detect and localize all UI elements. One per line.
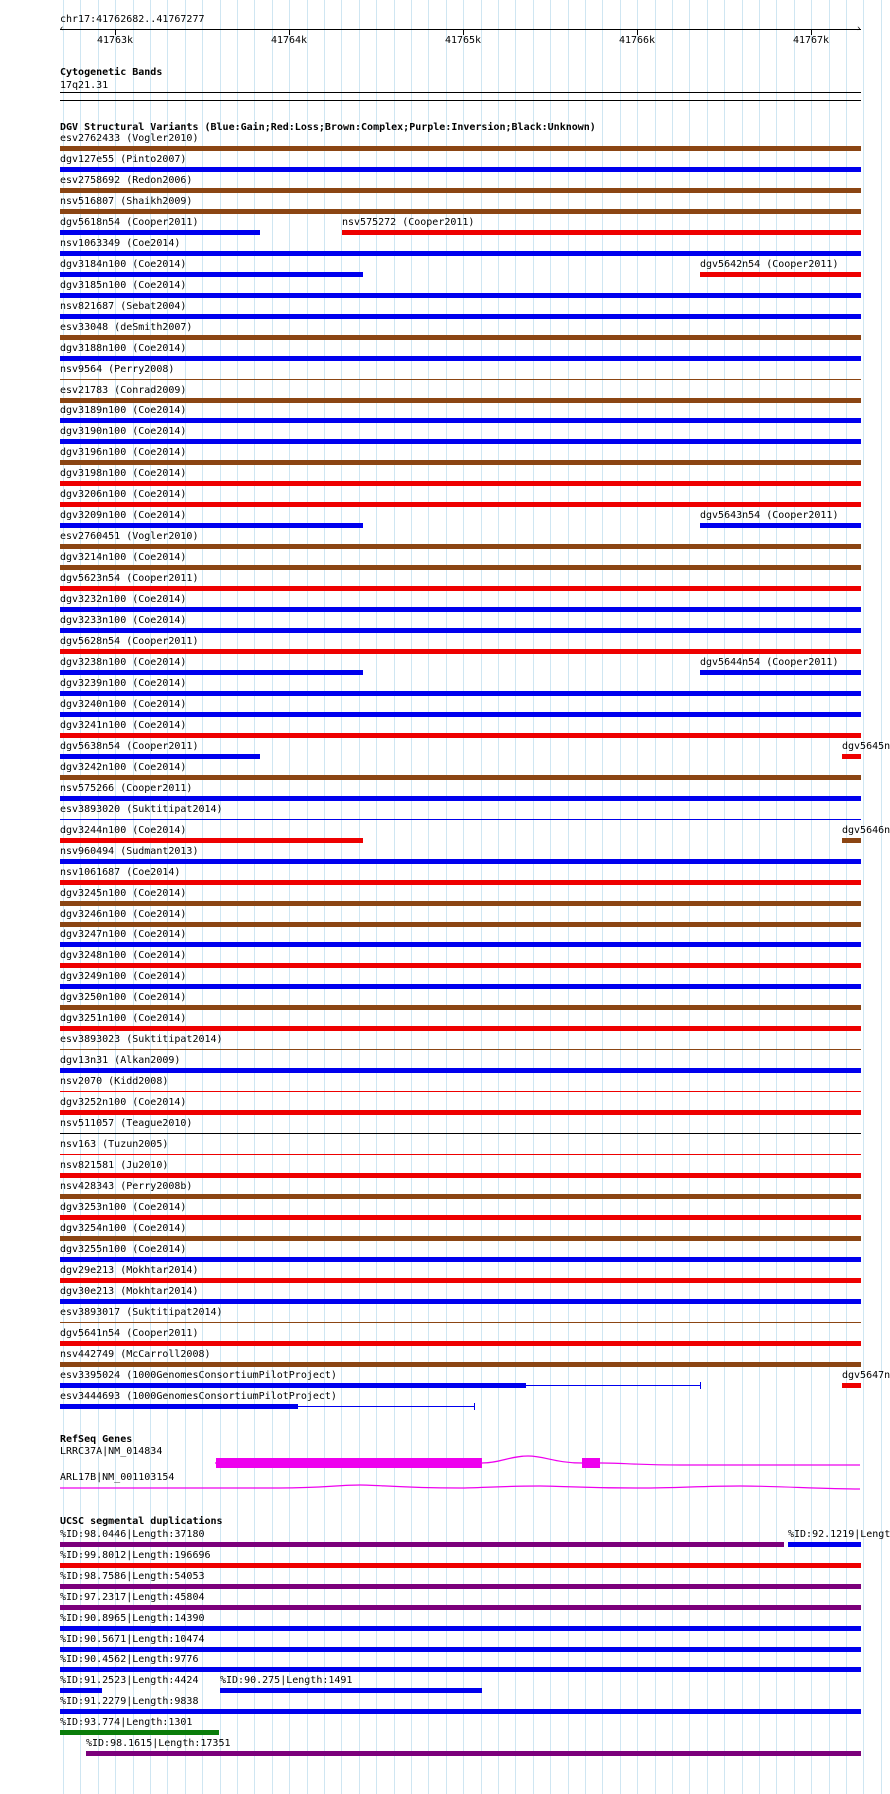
feature-label[interactable]: dgv3185n100 (Coe2014): [60, 280, 187, 291]
feature-label[interactable]: nsv960494 (Sudmant2013): [60, 846, 199, 857]
feature-bar[interactable]: [60, 712, 861, 717]
feature-line[interactable]: [60, 1133, 861, 1134]
feature-bar[interactable]: [60, 293, 861, 298]
arl17b-intron-line: [60, 1485, 860, 1489]
feature-label[interactable]: dgv3240n100 (Coe2014): [60, 699, 187, 710]
feature-label[interactable]: esv33048 (deSmith2007): [60, 322, 193, 333]
grid-line: [533, 0, 534, 1794]
feature-bar[interactable]: [60, 1026, 861, 1031]
feature-label[interactable]: dgv3242n100 (Coe2014): [60, 762, 187, 773]
feature-bar[interactable]: [60, 398, 861, 403]
feature-label[interactable]: esv21783 (Conrad2009): [60, 385, 187, 396]
feature-label[interactable]: dgv5628n54 (Cooper2011): [60, 636, 199, 647]
feature-label[interactable]: dgv3189n100 (Coe2014): [60, 405, 187, 416]
feature-bar[interactable]: [60, 1647, 861, 1652]
feature-label[interactable]: dgv5641n54 (Cooper2011): [60, 1328, 199, 1339]
feature-label[interactable]: dgv30e213 (Mokhtar2014): [60, 1286, 199, 1297]
feature-label[interactable]: nsv1061687 (Coe2014): [60, 867, 181, 878]
feature-label[interactable]: dgv3246n100 (Coe2014): [60, 909, 187, 920]
track-separator: [60, 100, 861, 101]
feature-bar[interactable]: [60, 586, 861, 591]
feature-label[interactable]: dgv3244n100 (Coe2014): [60, 825, 187, 836]
feature-line[interactable]: [60, 379, 861, 380]
feature-label[interactable]: dgv3252n100 (Coe2014): [60, 1097, 187, 1108]
feature-label[interactable]: dgv29e213 (Mokhtar2014): [60, 1265, 199, 1276]
feature-label[interactable]: esv3893017 (Suktitipat2014): [60, 1307, 223, 1318]
feature-bar[interactable]: [60, 502, 861, 507]
feature-label[interactable]: nsv163 (Tuzun2005): [60, 1139, 169, 1150]
feature-label[interactable]: dgv3254n100 (Coe2014): [60, 1223, 187, 1234]
feature-label[interactable]: esv3893020 (Suktitipat2014): [60, 804, 223, 815]
feature-bar[interactable]: [60, 146, 861, 151]
feature-bar[interactable]: [60, 733, 861, 738]
feature-bar[interactable]: [60, 670, 363, 675]
grid-line: [846, 0, 847, 1794]
grid-line: [428, 0, 429, 1794]
feature-bar[interactable]: [842, 754, 861, 759]
ruler-tick-label: 41763k: [96, 35, 134, 46]
feature-bar[interactable]: [60, 209, 861, 214]
feature-bar[interactable]: [60, 1730, 219, 1735]
grid-line: [568, 0, 569, 1794]
feature-bar[interactable]: [60, 230, 260, 235]
lrrc37a-exon-1: [216, 1458, 482, 1468]
feature-label[interactable]: dgv3250n100 (Coe2014): [60, 992, 187, 1003]
feature-bar[interactable]: [60, 1341, 861, 1346]
lrrc37a-exon-2: [582, 1458, 600, 1468]
gene-label: LRRC37A|NM_014834: [60, 1446, 163, 1457]
feature-bar[interactable]: [60, 1709, 861, 1714]
grid-line: [307, 0, 308, 1794]
feature-label[interactable]: nsv821687 (Sebat2004): [60, 301, 187, 312]
feature-label[interactable]: dgv5645n: [842, 741, 890, 752]
ruler-tick-label: 41764k: [270, 35, 308, 46]
feature-label[interactable]: nsv516807 (Shaikh2009): [60, 196, 193, 207]
grid-line: [585, 0, 586, 1794]
feature-line[interactable]: [60, 1322, 861, 1323]
feature-label[interactable]: dgv3247n100 (Coe2014): [60, 929, 187, 940]
feature-end-cap: [474, 1403, 475, 1410]
feature-label[interactable]: dgv127e55 (Pinto2007): [60, 154, 187, 165]
feature-label[interactable]: dgv3248n100 (Coe2014): [60, 950, 187, 961]
feature-label[interactable]: dgv3209n100 (Coe2014): [60, 510, 187, 521]
feature-line[interactable]: [60, 1154, 861, 1155]
ruler-axis: [60, 29, 861, 30]
feature-bar[interactable]: [60, 1404, 298, 1409]
feature-label[interactable]: dgv3196n100 (Coe2014): [60, 447, 187, 458]
feature-label[interactable]: %ID:90.5671|Length:10474: [60, 1634, 205, 1645]
feature-bar[interactable]: [60, 859, 861, 864]
feature-label[interactable]: %ID:93.774|Length:1301: [60, 1717, 193, 1728]
grid-line: [254, 0, 255, 1794]
ruler-left-arrow-icon[interactable]: ‹: [59, 24, 65, 34]
feature-label[interactable]: dgv5647n: [842, 1370, 890, 1381]
feature-bar[interactable]: [842, 1383, 861, 1388]
feature-bar[interactable]: [700, 523, 861, 528]
feature-label[interactable]: dgv3238n100 (Coe2014): [60, 657, 187, 668]
grid-line: [446, 0, 447, 1794]
cytoband-label: 17q21.31: [60, 80, 109, 91]
feature-label[interactable]: dgv5646n: [842, 825, 890, 836]
feature-label[interactable]: %ID:91.2523|Length:4424: [60, 1675, 199, 1686]
feature-label[interactable]: dgv3251n100 (Coe2014): [60, 1013, 187, 1024]
feature-bar[interactable]: [60, 439, 861, 444]
feature-label[interactable]: dgv3190n100 (Coe2014): [60, 426, 187, 437]
feature-bar[interactable]: [60, 523, 363, 528]
grid-line: [881, 0, 882, 1794]
feature-label[interactable]: nsv9564 (Perry2008): [60, 364, 175, 375]
feature-bar[interactable]: [60, 356, 861, 361]
feature-label[interactable]: dgv5644n54 (Cooper2011): [700, 657, 839, 668]
feature-label[interactable]: esv3893023 (Suktitipat2014): [60, 1034, 223, 1045]
feature-bar[interactable]: [60, 460, 861, 465]
feature-label[interactable]: esv2758692 (Redon2006): [60, 175, 193, 186]
feature-label[interactable]: %ID:90.275|Length:1491: [220, 1675, 353, 1686]
feature-bar[interactable]: [60, 1110, 861, 1115]
grid-line: [637, 0, 638, 1794]
feature-label[interactable]: nsv428343 (Perry2008b): [60, 1181, 193, 1192]
feature-label[interactable]: dgv5642n54 (Cooper2011): [700, 259, 839, 270]
feature-bar[interactable]: [342, 230, 861, 235]
grid-line: [863, 0, 864, 1794]
feature-bar[interactable]: [60, 1584, 861, 1589]
feature-bar[interactable]: [60, 565, 861, 570]
ruler-tick-label: 41766k: [618, 35, 656, 46]
grid-line: [515, 0, 516, 1794]
feature-connector-line[interactable]: [298, 1406, 474, 1407]
feature-bar[interactable]: [60, 167, 861, 172]
feature-label[interactable]: %ID:99.8012|Length:196696: [60, 1550, 211, 1561]
feature-line[interactable]: [60, 1091, 861, 1092]
feature-bar[interactable]: [60, 942, 861, 947]
feature-bar[interactable]: [60, 984, 861, 989]
grid-line: [463, 0, 464, 1794]
feature-bar[interactable]: [60, 1542, 784, 1547]
feature-label[interactable]: %ID:97.2317|Length:45804: [60, 1592, 205, 1603]
feature-bar[interactable]: [60, 628, 861, 633]
feature-bar[interactable]: [788, 1542, 861, 1547]
feature-bar[interactable]: [60, 1215, 861, 1220]
feature-label[interactable]: dgv3184n100 (Coe2014): [60, 259, 187, 270]
feature-bar[interactable]: [60, 880, 861, 885]
feature-bar[interactable]: [842, 838, 861, 843]
ruler-position-label: chr17:41762682..41767277: [60, 14, 205, 25]
feature-bar[interactable]: [60, 1068, 861, 1073]
feature-label[interactable]: %ID:98.1615|Length:17351: [86, 1738, 231, 1749]
grid-line: [324, 0, 325, 1794]
feature-bar[interactable]: [60, 607, 861, 612]
feature-connector-line[interactable]: [526, 1385, 700, 1386]
feature-bar[interactable]: [60, 1626, 861, 1631]
feature-label[interactable]: dgv3206n100 (Coe2014): [60, 489, 187, 500]
cytoband-track-title[interactable]: Cytogenetic Bands: [60, 67, 163, 78]
feature-end-cap: [700, 1382, 701, 1389]
feature-label[interactable]: nsv575272 (Cooper2011): [342, 217, 475, 228]
feature-bar[interactable]: [60, 544, 861, 549]
grid-line: [272, 0, 273, 1794]
feature-label[interactable]: esv3395024 (1000GenomesConsortiumPilotProject): [60, 1370, 337, 1381]
feature-label[interactable]: %ID:98.7586|Length:54053: [60, 1571, 205, 1582]
feature-bar[interactable]: [60, 418, 861, 423]
feature-bar[interactable]: [60, 1278, 861, 1283]
feature-bar[interactable]: [60, 838, 363, 843]
feature-bar[interactable]: [60, 963, 861, 968]
feature-label[interactable]: nsv821581 (Ju2010): [60, 1160, 169, 1171]
feature-label[interactable]: %ID:90.4562|Length:9776: [60, 1654, 199, 1665]
feature-bar[interactable]: [60, 314, 861, 319]
feature-label[interactable]: dgv3232n100 (Coe2014): [60, 594, 187, 605]
grid-line: [411, 0, 412, 1794]
feature-label[interactable]: dgv3255n100 (Coe2014): [60, 1244, 187, 1255]
ruler-right-arrow-icon[interactable]: ›: [856, 24, 862, 34]
refseq-track-title[interactable]: RefSeq Genes: [60, 1434, 133, 1445]
feature-bar[interactable]: [60, 901, 861, 906]
feature-bar[interactable]: [60, 1194, 861, 1199]
feature-label[interactable]: nsv1063349 (Coe2014): [60, 238, 181, 249]
grid-line: [289, 0, 290, 1794]
feature-bar[interactable]: [700, 670, 861, 675]
grid-line: [359, 0, 360, 1794]
grid-line: [237, 0, 238, 1794]
feature-bar[interactable]: [60, 1383, 526, 1388]
feature-bar[interactable]: [60, 1605, 861, 1610]
feature-label[interactable]: %ID:90.8965|Length:14390: [60, 1613, 205, 1624]
feature-bar[interactable]: [60, 922, 861, 927]
grid-line: [602, 0, 603, 1794]
feature-bar[interactable]: [60, 188, 861, 193]
dgv-track-title[interactable]: DGV Structural Variants (Blue:Gain;Red:Loss;Brown:Complex;Purple:Inversion;Black:Unknown): [60, 122, 596, 133]
grid-line: [498, 0, 499, 1794]
feature-bar[interactable]: [60, 481, 861, 486]
feature-label[interactable]: dgv5618n54 (Cooper2011): [60, 217, 199, 228]
feature-label[interactable]: dgv3214n100 (Coe2014): [60, 552, 187, 563]
feature-label[interactable]: nsv442749 (McCarroll2008): [60, 1349, 211, 1360]
feature-label[interactable]: %ID:91.2279|Length:9838: [60, 1696, 199, 1707]
feature-bar[interactable]: [60, 1173, 861, 1178]
feature-label[interactable]: dgv3239n100 (Coe2014): [60, 678, 187, 689]
feature-bar[interactable]: [60, 1667, 861, 1672]
grid-line: [672, 0, 673, 1794]
grid-line: [341, 0, 342, 1794]
feature-bar[interactable]: [60, 796, 861, 801]
feature-label[interactable]: esv2760451 (Vogler2010): [60, 531, 199, 542]
feature-bar[interactable]: [60, 272, 363, 277]
grid-line: [550, 0, 551, 1794]
grid-line: [394, 0, 395, 1794]
feature-label[interactable]: nsv575266 (Cooper2011): [60, 783, 193, 794]
feature-bar[interactable]: [60, 754, 260, 759]
feature-label[interactable]: dgv3188n100 (Coe2014): [60, 343, 187, 354]
feature-label[interactable]: dgv3233n100 (Coe2014): [60, 615, 187, 626]
feature-label[interactable]: nsv2070 (Kidd2008): [60, 1076, 169, 1087]
feature-label[interactable]: dgv5623n54 (Cooper2011): [60, 573, 199, 584]
ruler-tick-label: 41765k: [444, 35, 482, 46]
feature-bar[interactable]: [60, 335, 861, 340]
feature-label[interactable]: dgv3241n100 (Coe2014): [60, 720, 187, 731]
feature-bar[interactable]: [700, 272, 861, 277]
feature-label[interactable]: esv3444693 (1000GenomesConsortiumPilotProject): [60, 1391, 337, 1402]
feature-line[interactable]: [60, 819, 861, 820]
feature-label[interactable]: %ID:98.0446|Length:37180: [60, 1529, 205, 1540]
feature-label[interactable]: dgv13n31 (Alkan2009): [60, 1055, 181, 1066]
grid-line: [481, 0, 482, 1794]
feature-bar[interactable]: [60, 1688, 102, 1693]
feature-label[interactable]: dgv5643n54 (Cooper2011): [700, 510, 839, 521]
refseq-gene-models[interactable]: [0, 1450, 890, 1500]
grid-line: [689, 0, 690, 1794]
feature-bar[interactable]: [60, 691, 861, 696]
feature-bar[interactable]: [60, 1257, 861, 1262]
feature-label[interactable]: dgv3253n100 (Coe2014): [60, 1202, 187, 1213]
grid-line: [620, 0, 621, 1794]
feature-bar[interactable]: [60, 775, 861, 780]
segdup-track-title[interactable]: UCSC segmental duplications: [60, 1516, 223, 1527]
cytoband-line[interactable]: [60, 92, 861, 93]
feature-label[interactable]: dgv5638n54 (Cooper2011): [60, 741, 199, 752]
feature-label[interactable]: dgv3245n100 (Coe2014): [60, 888, 187, 899]
feature-bar[interactable]: [60, 251, 861, 256]
feature-label[interactable]: %ID:92.1219|Lengt: [788, 1529, 890, 1540]
ruler-tick-label: 41767k: [792, 35, 830, 46]
feature-label[interactable]: dgv3198n100 (Coe2014): [60, 468, 187, 479]
feature-label[interactable]: dgv3249n100 (Coe2014): [60, 971, 187, 982]
feature-bar[interactable]: [86, 1751, 861, 1756]
feature-bar[interactable]: [60, 1563, 861, 1568]
grid-line: [376, 0, 377, 1794]
feature-bar[interactable]: [60, 1362, 861, 1367]
feature-bar[interactable]: [60, 649, 861, 654]
feature-bar[interactable]: [60, 1005, 861, 1010]
feature-label[interactable]: nsv511057 (Teague2010): [60, 1118, 193, 1129]
feature-line[interactable]: [60, 1049, 861, 1050]
feature-bar[interactable]: [60, 1236, 861, 1241]
feature-label[interactable]: esv2762433 (Vogler2010): [60, 133, 199, 144]
gene-label: ARL17B|NM_001103154: [60, 1472, 175, 1483]
feature-bar[interactable]: [220, 1688, 482, 1693]
grid-line: [655, 0, 656, 1794]
feature-bar[interactable]: [60, 1299, 861, 1304]
